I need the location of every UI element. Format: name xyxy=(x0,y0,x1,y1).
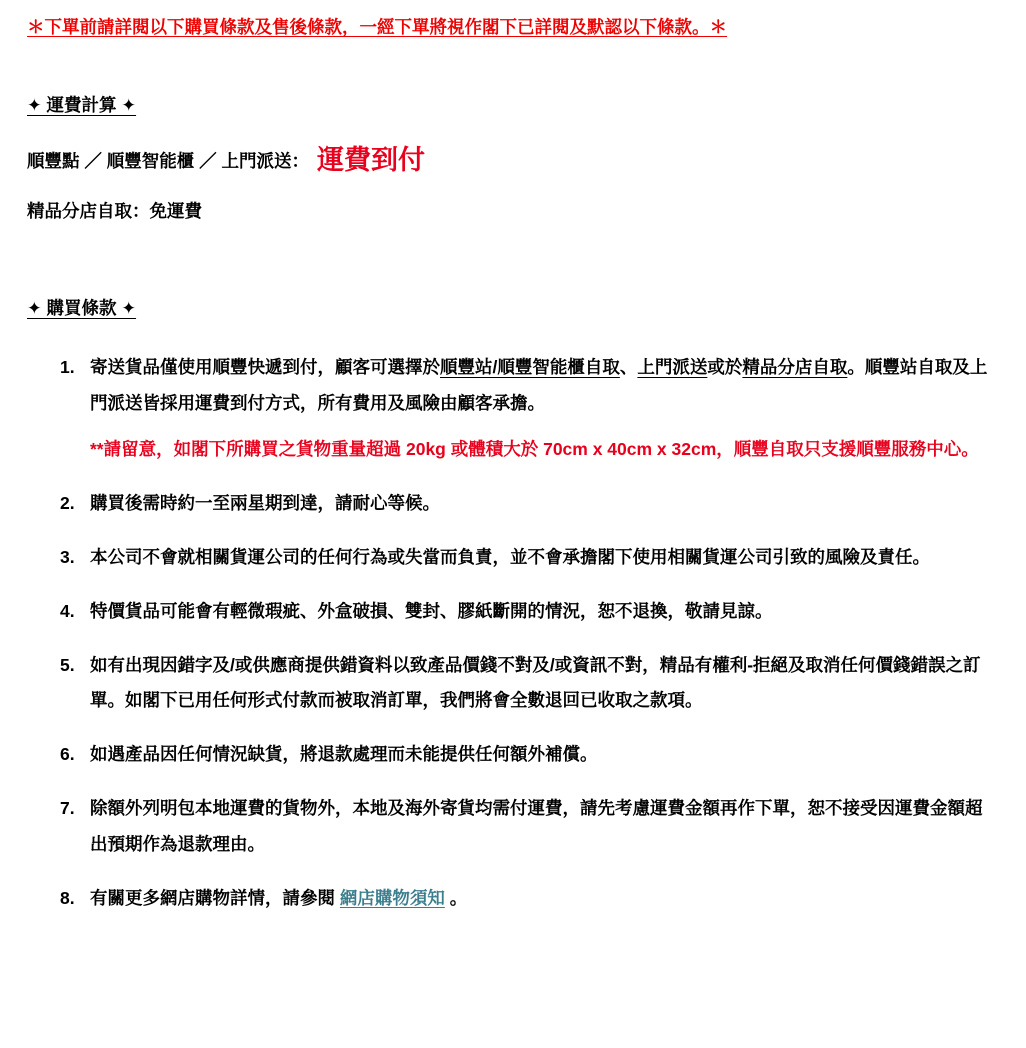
term-body-7 xyxy=(90,791,994,863)
term-1-or-text: 或於 xyxy=(707,357,743,378)
term-number-4: 4. xyxy=(60,600,75,621)
shipping-heading: ✦ 運費計算 ✦ xyxy=(27,95,137,116)
term-number-3: 3. xyxy=(60,546,75,567)
term-body-2 xyxy=(90,486,994,522)
term-item-6 xyxy=(60,737,994,773)
term-text-6: 如遇產品因任何情況缺貨，將退款處理而未能提供任何額外補償。 xyxy=(90,744,598,765)
term-text-3: 本公司不會就相關貨運公司的任何行為或失當而負責，並不會承擔閣下使用相關貨運公司引致的風險及責任。 xyxy=(90,546,930,567)
shipping-methods-line xyxy=(27,147,994,174)
term-text-4: 特價貨品可能會有輕微瑕疵、外盒破損、雙封、膠紙斷開的情況，恕不退換，敬請見諒。 xyxy=(90,600,773,621)
term-item-8 xyxy=(60,881,994,917)
term-1-sf-station-pickup-underline: 順豐站/順豐智能櫃自取 xyxy=(440,357,620,378)
term-item-7 xyxy=(60,791,994,863)
purchase-notice: ＊下單前請詳閱以下購買條款及售後條款，一經下單將視作閣下已詳閱及默認以下條款。＊ xyxy=(27,17,727,37)
term-text-5: 如有出現因錯字及/或供應商提供錯資料以致產品價錢不對及/或資訊不對，精品有權利-拒絕及取消任何價錢錯誤之訂單。如閣下已用任何形式付款而被取消訂單，我們將會全數退回已收取之款項。 xyxy=(90,654,981,711)
term-1-weight-warning: **請留意，如閣下所購買之貨物重量超過 20kg 或體積大於 70cm x 40cm x 32cm，順豐自取只支援順豐服務中心。 xyxy=(90,439,979,459)
term-body-1 xyxy=(90,350,994,468)
term-number-5: 5. xyxy=(60,654,75,675)
shipping-cod-value: 運費到付 xyxy=(316,145,425,176)
term-1-segment-plain: 寄送貨品僅使用順豐快遞到付，顧客可選擇於 xyxy=(90,357,440,378)
term-number-1: 1. xyxy=(60,357,75,378)
term-body-5 xyxy=(90,648,994,720)
term-number-6: 6. xyxy=(60,744,75,765)
store-pickup-line: 精品分店自取：免運費 xyxy=(27,201,202,222)
term-item-1 xyxy=(60,350,994,468)
term-8-pre-text: 有關更多網店購物詳情，請參閱 xyxy=(90,887,340,908)
term-body-6 xyxy=(90,737,994,773)
term-body-3 xyxy=(90,540,994,576)
store-shopping-guide-link[interactable]: 網店購物須知 xyxy=(339,887,445,908)
shipping-section xyxy=(27,92,994,223)
term-text-7: 除額外列明包本地運費的貨物外，本地及海外寄貨均需付運費，請先考慮運費金額再作下單，恕不接受因運費金額超出預期作為退款理由。 xyxy=(90,798,983,854)
term-1-segment-tail: 。順豐站自取及上門派送皆採用運費到付方式，所有費用及風險由顧客承擔。 xyxy=(90,357,988,414)
terms-list xyxy=(27,350,994,917)
term-1-store-pickup-underline: 精品分店自取 xyxy=(742,357,848,378)
term-text-2: 購買後需時約一至兩星期到達，請耐心等候。 xyxy=(90,492,440,513)
terms-heading: ✦ 購買條款 ✦ xyxy=(27,298,137,319)
term-text-1 xyxy=(90,350,994,422)
term-body-4 xyxy=(90,594,994,630)
term-8-post-text: 。 xyxy=(444,887,468,908)
shipping-methods-label: 順豐點 ／ 順豐智能櫃 ／ 上門派送： xyxy=(27,151,309,172)
term-item-2 xyxy=(60,486,994,522)
term-item-5 xyxy=(60,648,994,720)
term-1-home-delivery-underline: 上門派送 xyxy=(637,357,708,378)
term-body-8 xyxy=(90,881,994,917)
term-1-separator: 、 xyxy=(619,357,638,378)
term-number-2: 2. xyxy=(60,492,75,513)
term-number-8: 8. xyxy=(60,887,75,908)
terms-section xyxy=(27,295,994,917)
term-text-8 xyxy=(90,881,994,917)
term-item-3 xyxy=(60,540,994,576)
term-number-7: 7. xyxy=(60,798,75,819)
term-item-4 xyxy=(60,594,994,630)
